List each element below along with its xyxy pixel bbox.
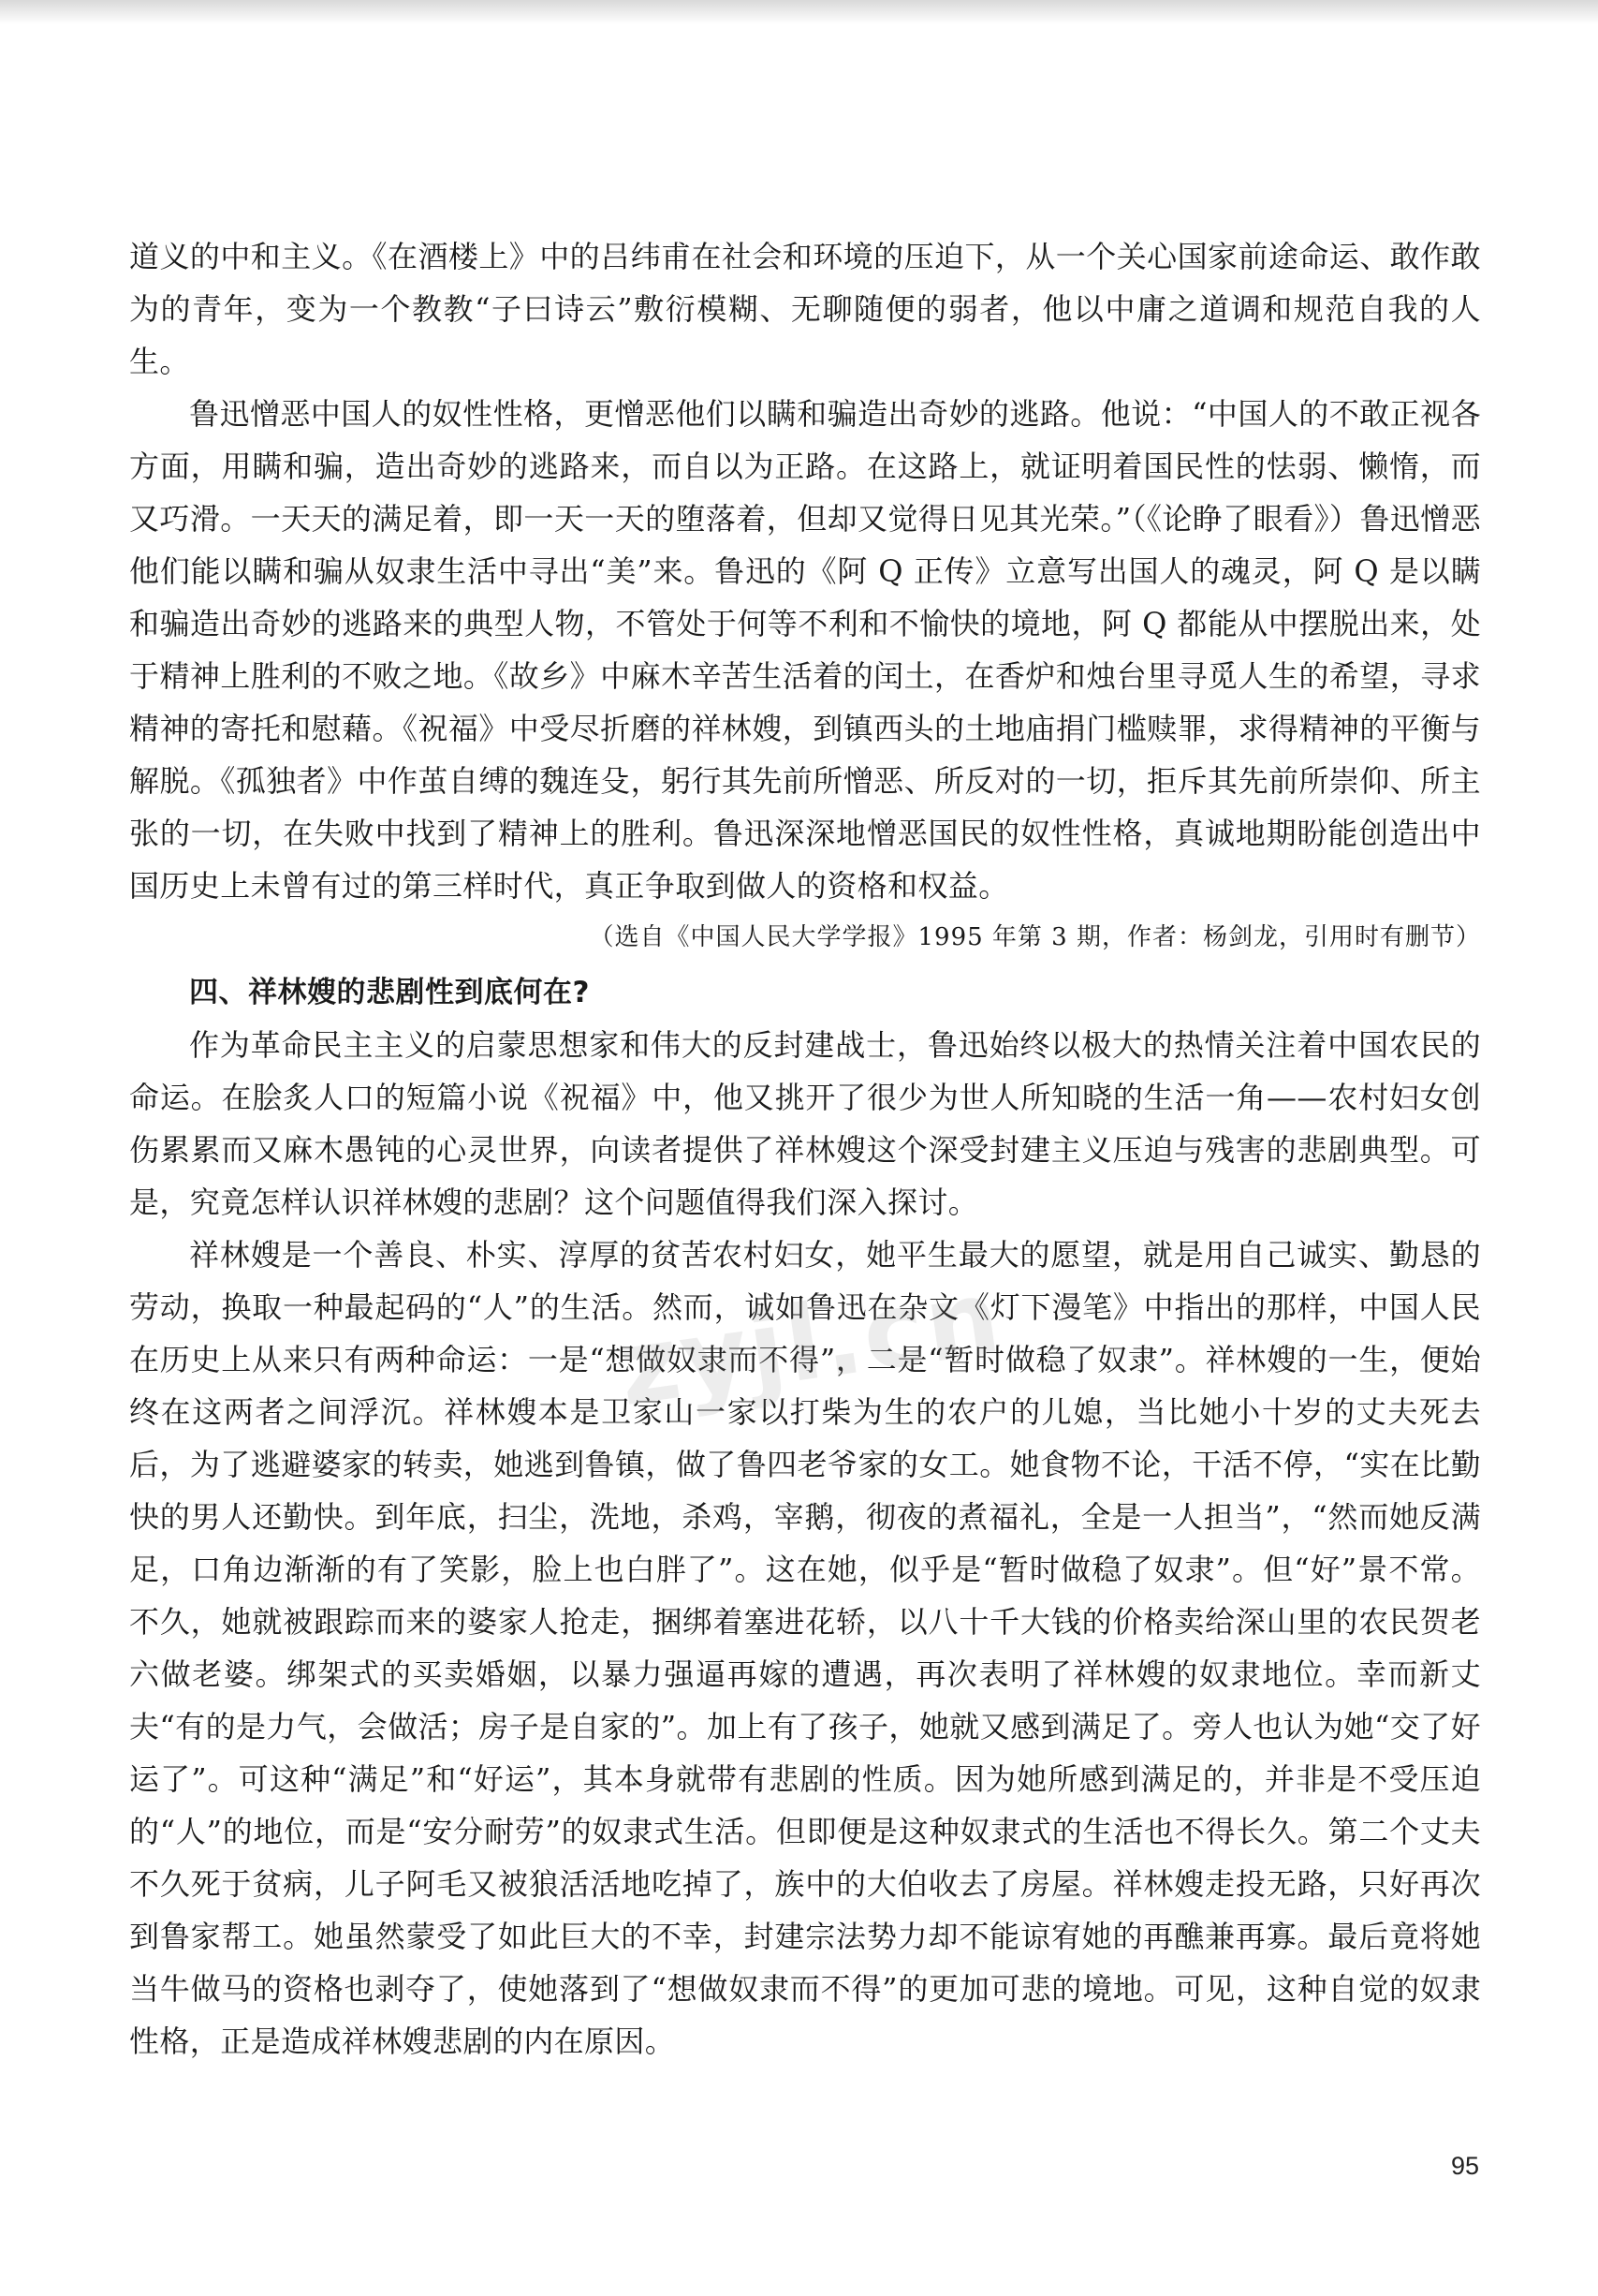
paragraph-continuation: 道义的中和主义。《在酒楼上》中的吕纬甫在社会和环境的压迫下，从一个关心国家前途命运、敢作敢为的青年，变为一个教教“子曰诗云”敷衍模糊、无聊随便的弱者，他以中庸之道调和规范自我的人生。 <box>129 239 1481 379</box>
section-heading: 四、祥林嫂的悲剧性到底何在? <box>189 976 590 1009</box>
page-body <box>129 230 1481 2068</box>
paragraph-intro: 作为革命民主主义的启蒙思想家和伟大的反封建战士，鲁迅始终以极大的热情关注着中国农民的命运。在脍炙人口的短篇小说《祝福》中，他又挑开了很少为世人所知晓的生活一角——农村妇女创伤累累而又麻木愚钝的心灵世界，向读者提供了祥林嫂这个深受封建主义压迫与残害的悲剧典型。可是，究竟怎样认识祥林嫂的悲剧？这个问题值得我们深入探讨。 <box>129 1027 1481 1220</box>
paragraph-slave-nature: 鲁迅憎恶中国人的奴性性格，更憎恶他们以瞒和骗造出奇妙的逃路。他说：“中国人的不敢正视各方面，用瞒和骗，造出奇妙的逃路来，而自以为正路。在这路上，就证明着国民性的怯弱、懒惰，而又巧滑。一天天的满足着，即一天一天的堕落着，但却又觉得日见其光荣。”（《论睁了眼看》）鲁迅憎恶他们能以瞒和骗从奴隶生活中寻出“美”来。鲁迅的《阿 Q 正传》立意写出国人的魂灵，阿 Q 是以瞒和骗造出奇妙的逃路来的典型人物，不管处于何等不利和不愉快的境地，阿 Q 都能从中摆脱出来，处于精神上胜利的不败之地。《故乡》中麻木辛苦生活着的闰土，在香炉和烛台里寻觅人生的希望，寻求精神的寄托和慰藉。《祝福》中受尽折磨的祥林嫂，到镇西头的土地庙捐门槛赎罪，求得精神的平衡与解脱。《孤独者》中作茧自缚的魏连殳，躬行其先前所憎恶、所反对的一切，拒斥其先前所崇仰、所主张的一切，在失败中找到了精神上的胜利。鲁迅深深地憎恶国民的奴性性格，真诚地期盼能创造出中国历史上未曾有过的第三样时代，真正争取到做人的资格和权益。 <box>129 396 1481 904</box>
top-scan-shadow <box>0 0 1598 24</box>
page-number: 95 <box>1450 2152 1479 2180</box>
source-citation: （选自《中国人民大学学报》1995 年第 3 期，作者：杨剑龙，引用时有删节） <box>589 923 1481 951</box>
paragraph-xianglinsao: 祥林嫂是一个善良、朴实、淳厚的贫苦农村妇女，她平生最大的愿望，就是用自己诚实、勤恳的劳动，换取一种最起码的“人”的生活。然而，诚如鲁迅在杂文《灯下漫笔》中指出的那样，中国人民在历史上从来只有两种命运：一是“想做奴隶而不得”，二是“暂时做稳了奴隶”。祥林嫂的一生，便始终在这两者之间浮沉。祥林嫂本是卫家山一家以打柴为生的农户的儿媳，当比她小十岁的丈夫死去后，为了逃避婆家的转卖，她逃到鲁镇，做了鲁四老爷家的女工。她食物不论，干活不停，“实在比勤快的男人还勤快。到年底，扫尘，洗地，杀鸡，宰鹅，彻夜的煮福礼，全是一人担当”，“然而她反满足，口角边渐渐的有了笑影，脸上也白胖了”。这在她，似乎是“暂时做稳了奴隶”。但“好”景不常。不久，她就被跟踪而来的婆家人抢走，捆绑着塞进花轿，以八十千大钱的价格卖给深山里的农民贺老六做老婆。绑架式的买卖婚姻，以暴力强逼再嫁的遭遇，再次表明了祥林嫂的奴隶地位。幸而新丈夫“有的是力气，会做活；房子是自家的”。加上有了孩子，她就又感到满足了。旁人也认为她“交了好运了”。可这种“满足”和“好运”，其本身就带有悲剧的性质。因为她所感到满足的，并非是不受压迫的“人”的地位，而是“安分耐劳”的奴隶式生活。但即便是这种奴隶式的生活也不得长久。第二个丈夫不久死于贫病，儿子阿毛又被狼活活地吃掉了，族中的大伯收去了房屋。祥林嫂走投无路，只好再次到鲁家帮工。她虽然蒙受了如此巨大的不幸，封建宗法势力却不能谅宥她的再醮兼再寡。最后竟将她当牛做马的资格也剥夺了，使她落到了“想做奴隶而不得”的更加可悲的境地。可见，这种自觉的奴隶性格，正是造成祥林嫂悲剧的内在原因。 <box>129 1237 1481 2059</box>
watermark: zyjl.cn <box>611 1257 1009 1429</box>
